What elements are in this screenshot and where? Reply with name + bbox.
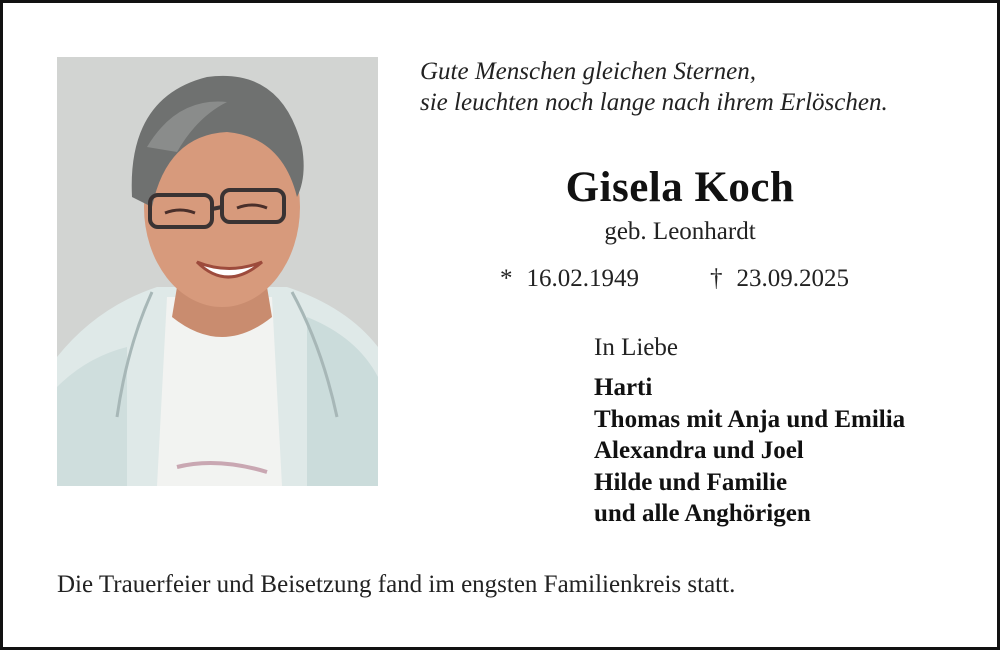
portrait-photo <box>57 57 378 486</box>
funeral-notice: Die Trauerfeier und Beisetzung fand im engsten Familienkreis statt. <box>57 571 736 598</box>
mourner-name: Harti <box>594 374 653 401</box>
deceased-name: Gisela Koch <box>565 164 795 211</box>
mourner-name: Hilde und Familie <box>594 468 788 496</box>
mourner-name: Alexandra und Joel <box>594 437 804 464</box>
cross-icon: † <box>710 265 723 292</box>
mourners-intro: In Liebe <box>594 334 678 361</box>
birth-symbol: * <box>500 265 513 292</box>
birth-date: 16.02.1949 <box>526 265 639 292</box>
maiden-name: geb. Leonhardt <box>604 218 756 245</box>
quote-line-1: Gute Menschen gleichen Sternen, <box>420 58 756 85</box>
quote-line-2: sie leuchten noch lange nach ihrem Erlöschen. <box>420 89 888 116</box>
quote-text <box>420 56 888 118</box>
mourner-name: Thomas mit Anja und Emilia <box>594 405 906 433</box>
mourners-list <box>594 372 905 530</box>
mourner-name: und alle Anghörigen <box>594 500 811 527</box>
birth-date-line <box>500 265 639 293</box>
death-date-line <box>710 265 849 293</box>
death-date: 23.09.2025 <box>736 265 849 292</box>
